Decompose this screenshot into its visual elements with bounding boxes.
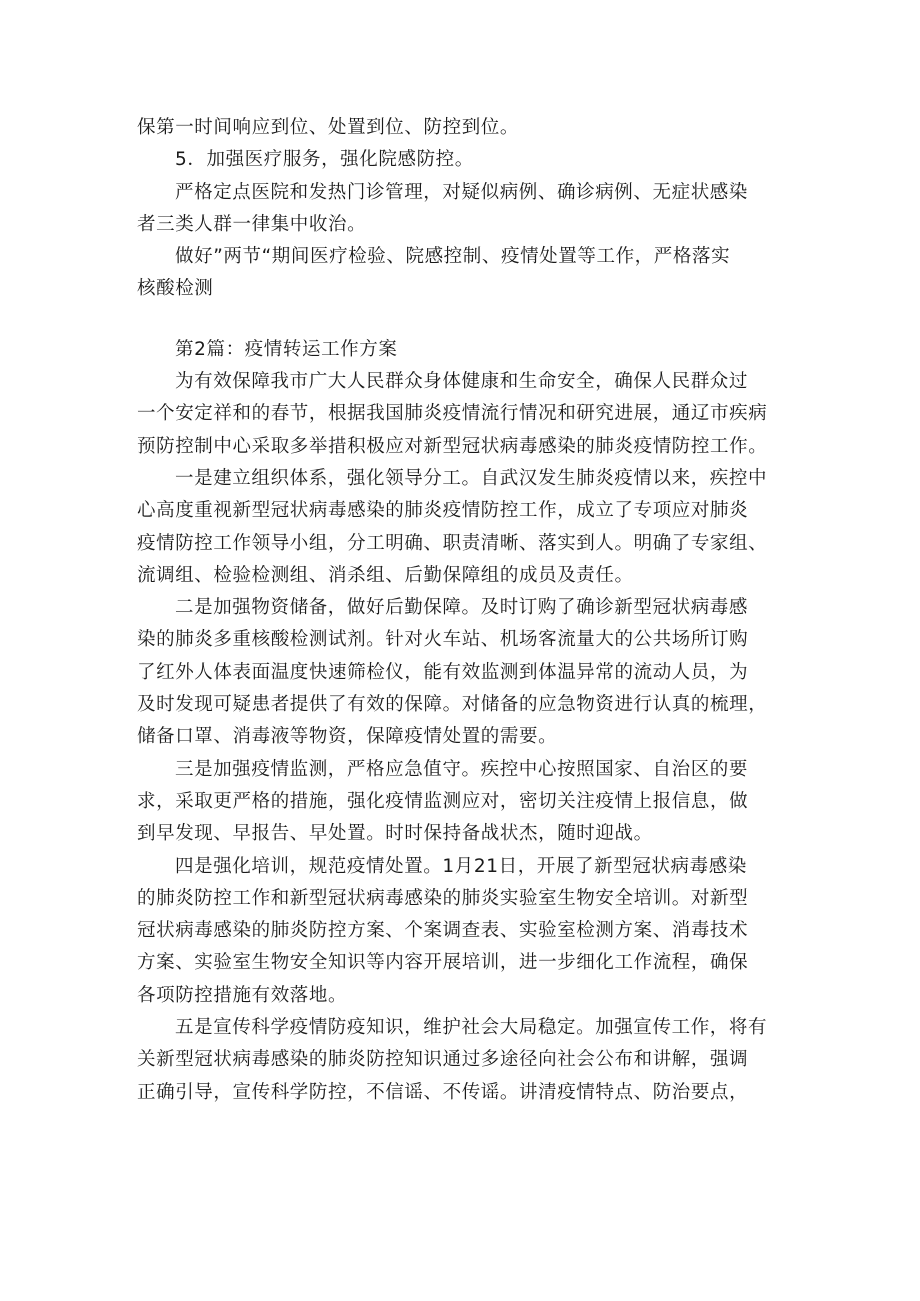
text-line: 了红外人体表面温度快速筛检仪，能有效监测到体温异常的流动人员，为 [137,661,749,683]
text-line: 的肺炎防控工作和新型冠状病毒感染的肺炎实验室生物安全培训。对新型 [137,887,749,909]
text-line: 保第一时间响应到位、处置到位、防控到位。 [137,117,520,138]
section-heading-5: 5．加强医疗服务，强化院感防控。 [175,149,474,171]
text-line: 储备口罩、消毒液等物资，保障疫情处置的需要。 [137,726,558,748]
text-line: 预防控制中心采取多举措积极应对新型冠状病毒感染的肺炎疫情防控工作。 [137,435,768,457]
text-line: 疫情防控工作领导小组，分工明确、职责清晰、落实到人。明确了专家组、 [137,532,768,554]
document-page [137,112,787,1109]
text-line: 核酸检测 [137,278,214,300]
text-line: 四是强化培训，规范疫情处置。1月21日，开展了新型冠状病毒感染 [175,855,747,877]
text-line: 染的肺炎多重核酸检测试剂。针对火车站、机场客流量大的公共场所订购 [137,629,749,651]
text-line: 到早发现、早报告、早处置。时时保持备战状杰，随时迎战。 [137,823,653,845]
text-line: 二是加强物资储备，做好后勤保障。及时订购了确诊新型冠状病毒感 [175,597,749,619]
text-line: 方案、实验室生物安全知识等内容开展培训，进一步细化工作流程，确保 [137,952,749,974]
text-line: 流调组、检验检测组、消杀组、后勤保障组的成员及责任。 [137,564,634,586]
text-line: 一个安定祥和的春节，根据我国肺炎疫情流行情况和研究进展，通辽市疾病 [137,403,768,425]
text-line: 冠状病毒感染的肺炎防控方案、个案调查表、实验室检测方案、消毒技术 [137,920,749,942]
article-heading: 第2篇：疫情转运工作方案 [175,338,398,360]
text-line: 心高度重视新型冠状病毒感染的肺炎疫情防控工作，成立了专项应对肺炎 [137,500,749,522]
text-line: 各项防控措施有效落地。 [137,984,348,1006]
text-line: 一是建立组织体系，强化领导分工。自武汉发生肺炎疫情以来，疾控中 [175,467,768,489]
text-line: 求，采取更严格的措施，强化疫情监测应对，密切关注疫情上报信息，做 [137,790,749,812]
text-line: 及时发现可疑患者提供了有效的保障。对储备的应急物资进行认真的梳理， [137,694,768,716]
text-line: 五是宣传科学疫情防疫知识，维护社会大局稳定。加强宣传工作，将有 [175,1017,768,1039]
text-line: 做好”两节“期间医疗检验、院感控制、疫情处置等工作，严格落实 [175,246,731,268]
text-line: 为有效保障我市广大人民群众身体健康和生命安全，确保人民群众过 [175,371,749,393]
text-line: 严格定点医院和发热门诊管理，对疑似病例、确诊病例、无症状感染 [175,181,749,203]
text-line: 三是加强疫情监测，严格应急值守。疾控中心按照国家、自治区的要 [175,758,749,780]
text-line: 正确引导，宣传科学防控，不信谣、不传谣。讲清疫情特点、防治要点， [137,1081,749,1103]
text-line: 者三类人群一律集中收治。 [137,213,367,235]
spacer [137,306,787,334]
text-line: 关新型冠状病毒感染的肺炎防控知识通过多途径向社会公布和讲解，强调 [137,1049,749,1071]
